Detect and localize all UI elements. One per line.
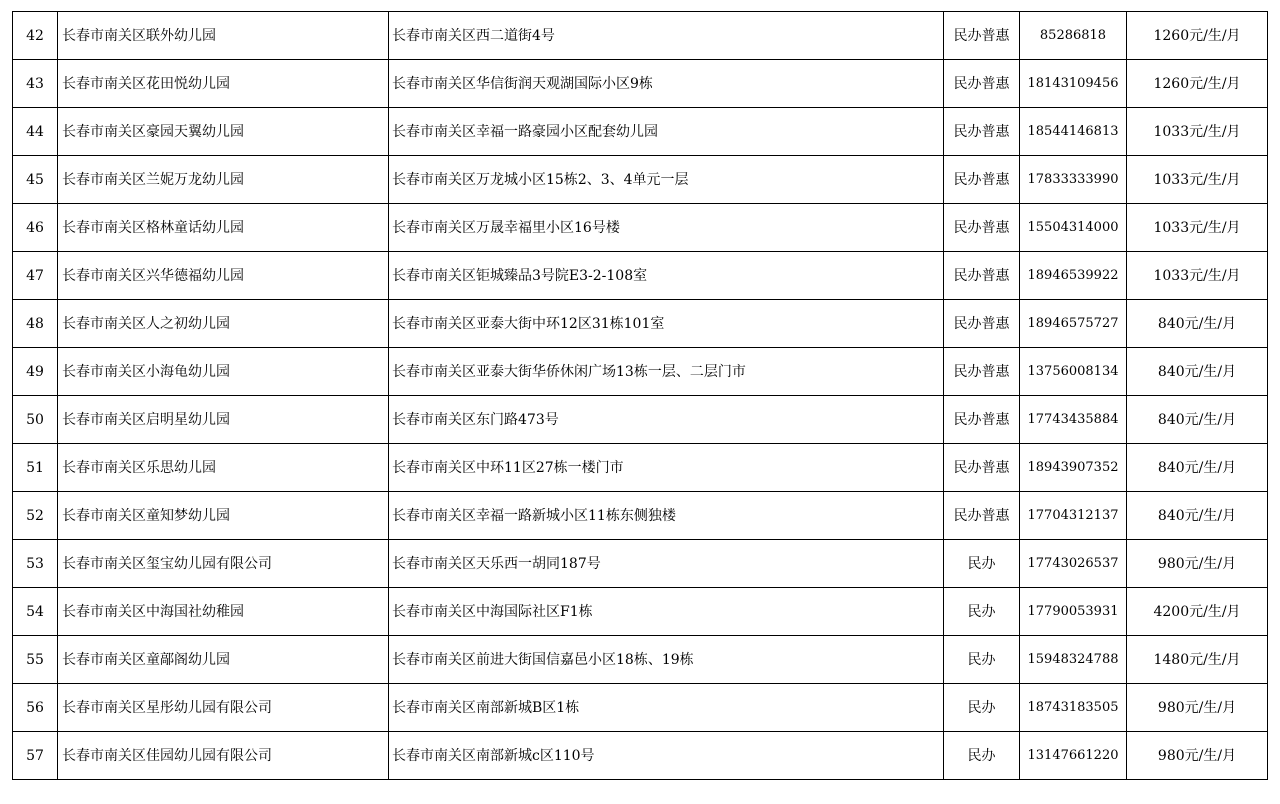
table-row [13, 60, 1268, 108]
kindergarten-address: 长春市南关区中环11区27栋一楼门市 [389, 444, 944, 492]
ownership-type: 民办普惠 [944, 252, 1020, 300]
contact-phone: 18946575727 [1020, 300, 1127, 348]
kindergarten-address: 长春市南关区南部新城B区1栋 [389, 684, 944, 732]
row-number: 46 [13, 204, 58, 252]
contact-phone: 18743183505 [1020, 684, 1127, 732]
monthly-fee: 1033元/生/月 [1127, 252, 1268, 300]
kindergarten-address: 长春市南关区前进大街国信嘉邑小区18栋、19栋 [389, 636, 944, 684]
kindergarten-name: 长春市南关区豪园天翼幼儿园 [58, 108, 389, 156]
kindergarten-name: 长春市南关区佳园幼儿园有限公司 [58, 732, 389, 780]
row-number: 53 [13, 540, 58, 588]
kindergarten-address: 长春市南关区亚泰大街华侨休闲广场13栋一层、二层门市 [389, 348, 944, 396]
contact-phone: 13756008134 [1020, 348, 1127, 396]
table-row [13, 444, 1268, 492]
contact-phone: 15504314000 [1020, 204, 1127, 252]
ownership-type: 民办普惠 [944, 156, 1020, 204]
table-row [13, 396, 1268, 444]
monthly-fee: 1033元/生/月 [1127, 108, 1268, 156]
ownership-type: 民办 [944, 540, 1020, 588]
monthly-fee: 840元/生/月 [1127, 396, 1268, 444]
kindergarten-name: 长春市南关区童知梦幼儿园 [58, 492, 389, 540]
kindergarten-name: 长春市南关区小海龟幼儿园 [58, 348, 389, 396]
kindergarten-name: 长春市南关区格林童话幼儿园 [58, 204, 389, 252]
table-row [13, 300, 1268, 348]
ownership-type: 民办普惠 [944, 444, 1020, 492]
table-row [13, 636, 1268, 684]
kindergarten-address: 长春市南关区天乐西一胡同187号 [389, 540, 944, 588]
table-row [13, 348, 1268, 396]
row-number: 43 [13, 60, 58, 108]
contact-phone: 17790053931 [1020, 588, 1127, 636]
row-number: 54 [13, 588, 58, 636]
row-number: 50 [13, 396, 58, 444]
ownership-type: 民办 [944, 636, 1020, 684]
ownership-type: 民办 [944, 684, 1020, 732]
monthly-fee: 840元/生/月 [1127, 300, 1268, 348]
kindergarten-name: 长春市南关区启明星幼儿园 [58, 396, 389, 444]
kindergarten-name: 长春市南关区星彤幼儿园有限公司 [58, 684, 389, 732]
monthly-fee: 1033元/生/月 [1127, 204, 1268, 252]
monthly-fee: 1480元/生/月 [1127, 636, 1268, 684]
table-body [13, 12, 1268, 780]
kindergarten-address: 长春市南关区幸福一路豪园小区配套幼儿园 [389, 108, 944, 156]
monthly-fee: 840元/生/月 [1127, 492, 1268, 540]
row-number: 51 [13, 444, 58, 492]
row-number: 47 [13, 252, 58, 300]
contact-phone: 18943907352 [1020, 444, 1127, 492]
kindergarten-address: 长春市南关区西二道街4号 [389, 12, 944, 60]
kindergarten-address: 长春市南关区万龙城小区15栋2、3、4单元一层 [389, 156, 944, 204]
ownership-type: 民办普惠 [944, 60, 1020, 108]
table-row [13, 108, 1268, 156]
kindergarten-name: 长春市南关区中海国社幼稚园 [58, 588, 389, 636]
ownership-type: 民办普惠 [944, 396, 1020, 444]
monthly-fee: 1260元/生/月 [1127, 12, 1268, 60]
ownership-type: 民办普惠 [944, 108, 1020, 156]
kindergarten-address: 长春市南关区中海国际社区F1栋 [389, 588, 944, 636]
kindergarten-name: 长春市南关区兰妮万龙幼儿园 [58, 156, 389, 204]
table-row [13, 156, 1268, 204]
kindergarten-table [12, 11, 1268, 780]
monthly-fee: 980元/生/月 [1127, 540, 1268, 588]
contact-phone: 17833333990 [1020, 156, 1127, 204]
ownership-type: 民办普惠 [944, 300, 1020, 348]
monthly-fee: 840元/生/月 [1127, 444, 1268, 492]
kindergarten-name: 长春市南关区兴华德福幼儿园 [58, 252, 389, 300]
kindergarten-name: 长春市南关区童鄗阁幼儿园 [58, 636, 389, 684]
table-row [13, 12, 1268, 60]
kindergarten-name: 长春市南关区人之初幼儿园 [58, 300, 389, 348]
kindergarten-name: 长春市南关区花田悦幼儿园 [58, 60, 389, 108]
ownership-type: 民办普惠 [944, 204, 1020, 252]
row-number: 56 [13, 684, 58, 732]
contact-phone: 17743435884 [1020, 396, 1127, 444]
contact-phone: 18143109456 [1020, 60, 1127, 108]
monthly-fee: 1033元/生/月 [1127, 156, 1268, 204]
kindergarten-address: 长春市南关区幸福一路新城小区11栋东侧独楼 [389, 492, 944, 540]
contact-phone: 17743026537 [1020, 540, 1127, 588]
kindergarten-address: 长春市南关区南部新城c区110号 [389, 732, 944, 780]
contact-phone: 18544146813 [1020, 108, 1127, 156]
ownership-type: 民办普惠 [944, 348, 1020, 396]
contact-phone: 17704312137 [1020, 492, 1127, 540]
row-number: 44 [13, 108, 58, 156]
table-row [13, 684, 1268, 732]
table-row [13, 492, 1268, 540]
kindergarten-address: 长春市南关区亚泰大街中环12区31栋101室 [389, 300, 944, 348]
kindergarten-address: 长春市南关区钜城臻品3号院E3-2-108室 [389, 252, 944, 300]
kindergarten-name: 长春市南关区乐思幼儿园 [58, 444, 389, 492]
table-row [13, 588, 1268, 636]
contact-phone: 85286818 [1020, 12, 1127, 60]
monthly-fee: 4200元/生/月 [1127, 588, 1268, 636]
kindergarten-address: 长春市南关区东门路473号 [389, 396, 944, 444]
monthly-fee: 840元/生/月 [1127, 348, 1268, 396]
ownership-type: 民办 [944, 588, 1020, 636]
contact-phone: 13147661220 [1020, 732, 1127, 780]
ownership-type: 民办普惠 [944, 492, 1020, 540]
kindergarten-name: 长春市南关区玺宝幼儿园有限公司 [58, 540, 389, 588]
row-number: 45 [13, 156, 58, 204]
monthly-fee: 980元/生/月 [1127, 732, 1268, 780]
row-number: 49 [13, 348, 58, 396]
row-number: 55 [13, 636, 58, 684]
row-number: 48 [13, 300, 58, 348]
contact-phone: 15948324788 [1020, 636, 1127, 684]
monthly-fee: 1260元/生/月 [1127, 60, 1268, 108]
kindergarten-address: 长春市南关区万晟幸福里小区16号楼 [389, 204, 944, 252]
monthly-fee: 980元/生/月 [1127, 684, 1268, 732]
row-number: 42 [13, 12, 58, 60]
contact-phone: 18946539922 [1020, 252, 1127, 300]
table-row [13, 732, 1268, 780]
kindergarten-address: 长春市南关区华信街润天观湖国际小区9栋 [389, 60, 944, 108]
row-number: 52 [13, 492, 58, 540]
table-row [13, 204, 1268, 252]
row-number: 57 [13, 732, 58, 780]
kindergarten-name: 长春市南关区联外幼儿园 [58, 12, 389, 60]
ownership-type: 民办 [944, 732, 1020, 780]
table-row [13, 252, 1268, 300]
table-row [13, 540, 1268, 588]
ownership-type: 民办普惠 [944, 12, 1020, 60]
